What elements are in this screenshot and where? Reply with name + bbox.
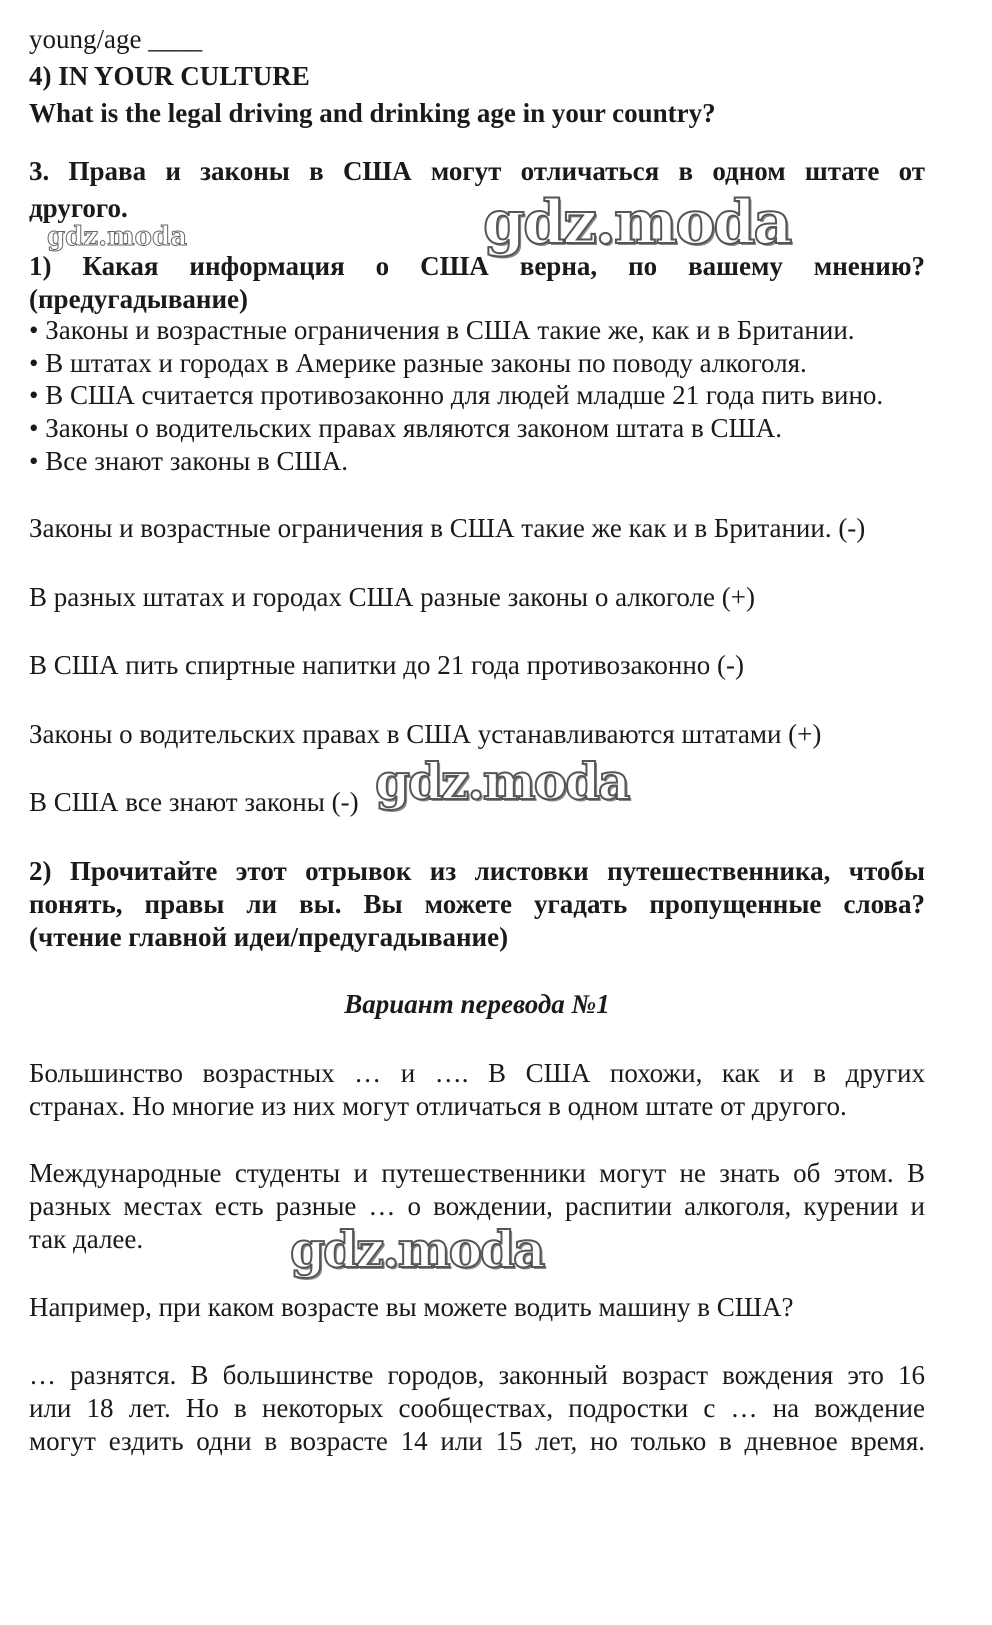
bullet-item: • Законы и возрастные ограничения в США такие же, как и в Британии. <box>29 315 855 345</box>
culture-heading: 4) IN YOUR CULTURE <box>29 61 310 91</box>
q1-line2: (предугадывание) <box>29 284 249 314</box>
p4-line2: или 18 лет. Но в некоторых сообществах, подростки с … на вождение <box>29 1393 925 1423</box>
task3-title-line1: 3. Права и законы в США могут отличаться в одном штате от <box>29 156 925 186</box>
watermark-small: gdz.moda <box>47 222 188 252</box>
answer-item: В США все знают законы (-) <box>29 787 359 817</box>
task3-title-line2: другого. <box>29 193 128 223</box>
q2-line3: (чтение главной идеи/предугадывание) <box>29 922 509 952</box>
p2-line1: Международные студенты и путешественники могут не знать об этом. В <box>29 1158 925 1188</box>
p1-line1: Большинство возрастных … и …. В США похожи, как и в других <box>29 1058 925 1088</box>
p4-line3: могут ездить одни в возрасте 14 или 15 лет, но только в дневное время. <box>29 1426 925 1456</box>
answer-item: Законы о водительских правах в США устанавливаются штатами (+) <box>29 719 822 749</box>
answer-item: Законы и возрастные ограничения в США такие же как и в Британии. (-) <box>29 513 866 543</box>
p1-line2: странах. Но многие из них могут отличаться в одном штате от другого. <box>29 1091 847 1121</box>
watermark-bottom: gdz.moda <box>290 1220 544 1279</box>
bullet-item: • Все знают законы в США. <box>29 446 348 476</box>
p4-line1: … разнятся. В большинстве городов, законный возраст вождения это 16 <box>29 1360 925 1390</box>
bullet-item: • Законы о водительских правах являются законом штата в США. <box>29 413 782 443</box>
q2-line2: понять, правы ли вы. Вы можете угадать пропущенные слова? <box>29 889 925 919</box>
young-age-line: young/age ____ <box>29 24 203 54</box>
q1-line1: 1) Какая информация о США верна, по вашему мнению? <box>29 251 925 281</box>
bullet-item: • В штатах и городах в Америке разные законы по поводу алкоголя. <box>29 348 807 378</box>
p2-line3: так далее. <box>29 1224 144 1254</box>
watermark-top: gdz.moda <box>483 188 791 258</box>
p3-line: Например, при каком возрасте вы можете водить машину в США? <box>29 1292 794 1322</box>
answer-item: В разных штатах и городах США разные законы о алкоголе (+) <box>29 582 755 612</box>
watermark-middle: gdz.moda <box>375 752 629 811</box>
culture-question: What is the legal driving and drinking age in your country? <box>29 98 716 128</box>
p2-line2: разных местах есть разные … о вождении, распитии алкоголя, курении и <box>29 1191 925 1221</box>
q2-line1: 2) Прочитайте этот отрывок из листовки путешественника, чтобы <box>29 856 925 886</box>
translation-heading: Вариант перевода №1 <box>344 989 610 1019</box>
answer-item: В США пить спиртные напитки до 21 года противозаконно (-) <box>29 650 745 680</box>
bullet-item: • В США считается противозаконно для людей младше 21 года пить вино. <box>29 380 884 410</box>
